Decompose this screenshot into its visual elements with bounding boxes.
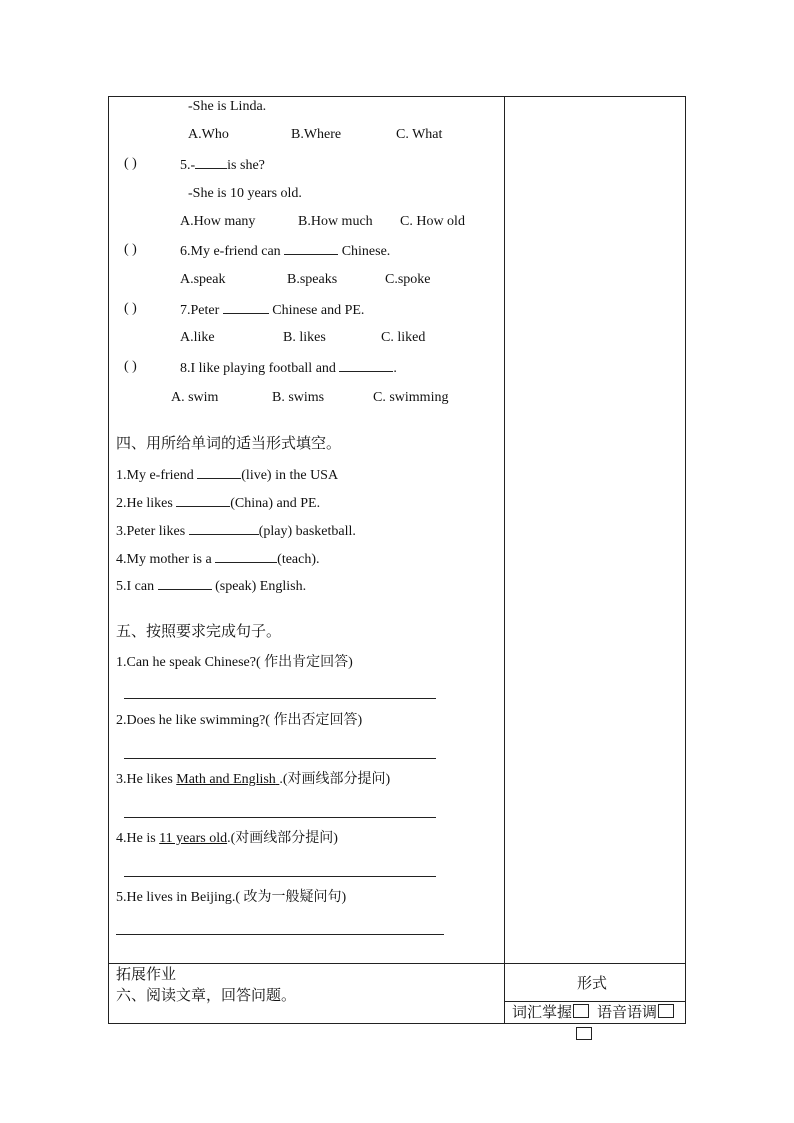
section5-item-2: 2.Does he like swimming?( 作出否定回答) (116, 713, 363, 728)
q8-prefix: 8.I like playing football and (180, 361, 336, 376)
answer-line-4[interactable] (124, 876, 436, 877)
vocab-option (512, 1004, 589, 1020)
section4-item-3 (116, 522, 356, 540)
answer-line-3[interactable] (124, 817, 436, 818)
vocab-checkbox[interactable] (573, 1004, 589, 1018)
underlined-phrase: Math and English (176, 772, 276, 787)
q6-option-c: C.spoke (385, 272, 431, 287)
fill-blank[interactable] (197, 466, 241, 479)
q6-prefix: 6.My e-friend can (180, 244, 281, 259)
q5-option-a: A.How many (180, 214, 256, 229)
q5-blank[interactable] (195, 156, 227, 169)
section5-item-4 (116, 831, 338, 847)
phonetic-label: 语音语调 (597, 1003, 658, 1021)
item-text: 5.I can (116, 579, 155, 594)
q5-option-b: B.How much (298, 214, 373, 229)
section5-item-5: 5.He lives in Beijing.( 改为一般疑问句) (116, 890, 347, 905)
item-text: 1.My e-friend (116, 468, 194, 483)
item-text: 4.My mother is a (116, 552, 212, 567)
extra-checkbox[interactable] (576, 1027, 592, 1040)
item-text: (live) in the USA (241, 468, 339, 483)
section6-heading: 六、阅读文章，回答问题。 (116, 986, 297, 1004)
q8-option-c: C. swimming (373, 390, 449, 405)
phonetic-checkbox[interactable] (658, 1004, 674, 1018)
answer-line-5[interactable] (116, 934, 444, 935)
item-text: (speak) English. (211, 579, 307, 594)
q8-blank[interactable] (339, 359, 393, 372)
section5-item-3 (116, 772, 390, 788)
q5-question (180, 156, 265, 174)
q7-prefix: 7.Peter (180, 303, 220, 318)
section4-item-1 (116, 466, 338, 484)
item-text: 3.He likes (116, 772, 173, 787)
q7-option-b: B. likes (283, 330, 326, 345)
q5-suffix: is she? (227, 158, 265, 173)
q7-question (180, 301, 364, 319)
q4-answer: -She is Linda. (188, 99, 267, 114)
q7-blank[interactable] (223, 301, 269, 314)
item-text: .(对画线部分提问) (279, 772, 391, 787)
q8-option-b: B. swims (272, 390, 325, 405)
vocab-label: 词汇掌握 (512, 1003, 573, 1021)
item-text: 3.Peter likes (116, 524, 186, 539)
underlined-phrase: 11 years old (159, 831, 228, 846)
q8-question (180, 359, 397, 377)
q6-option-b: B.speaks (287, 272, 338, 287)
form-cell-divider (504, 1001, 686, 1002)
row-divider (108, 963, 686, 964)
fill-blank[interactable] (189, 522, 259, 535)
q7-answer-paren[interactable]: ( ) (124, 301, 137, 316)
q5-prefix: 5.- (180, 158, 196, 173)
item-text: (play) basketball. (258, 524, 356, 539)
section4-item-5 (116, 577, 306, 595)
answer-line-2[interactable] (124, 758, 436, 759)
q4-option-c: C. What (396, 127, 443, 142)
q6-blank[interactable] (284, 242, 338, 255)
item-text: (teach). (277, 552, 320, 567)
fill-blank[interactable] (158, 577, 212, 590)
q7-suffix: Chinese and PE. (272, 303, 365, 318)
q6-option-a: A.speak (180, 272, 226, 287)
section5-heading: 五、按照要求完成句子。 (116, 622, 282, 640)
fill-blank[interactable] (176, 494, 230, 507)
extension-homework-label: 拓展作业 (116, 965, 177, 983)
q5-answer: -She is 10 years old. (188, 186, 302, 201)
section4-item-4 (116, 550, 320, 568)
answer-line-1[interactable] (124, 698, 436, 699)
q6-suffix: Chinese. (341, 244, 391, 259)
item-text: .(对画线部分提问) (227, 831, 338, 846)
item-text: (China) and PE. (230, 496, 321, 511)
q6-question (180, 242, 390, 260)
q8-suffix: . (393, 361, 397, 376)
item-text: 2.He likes (116, 496, 173, 511)
q7-option-a: A.like (180, 330, 215, 345)
section5-item-1: 1.Can he speak Chinese?( 作出肯定回答) (116, 655, 353, 670)
q6-answer-paren[interactable]: ( ) (124, 242, 137, 257)
item-text: 4.He is (116, 831, 156, 846)
form-label: 形式 (577, 974, 608, 992)
q8-answer-paren[interactable]: ( ) (124, 359, 137, 374)
q5-option-c: C. How old (400, 214, 465, 229)
section4-item-2 (116, 494, 320, 512)
q4-option-a: A.Who (188, 127, 229, 142)
q8-option-a: A. swim (171, 390, 219, 405)
q4-option-b: B.Where (291, 127, 342, 142)
fill-blank[interactable] (215, 550, 277, 563)
q5-answer-paren[interactable]: ( ) (124, 156, 137, 171)
column-divider (504, 96, 505, 1024)
q7-option-c: C. liked (381, 330, 426, 345)
phonetic-option (597, 1004, 674, 1020)
section4-heading: 四、用所给单词的适当形式填空。 (116, 434, 342, 452)
